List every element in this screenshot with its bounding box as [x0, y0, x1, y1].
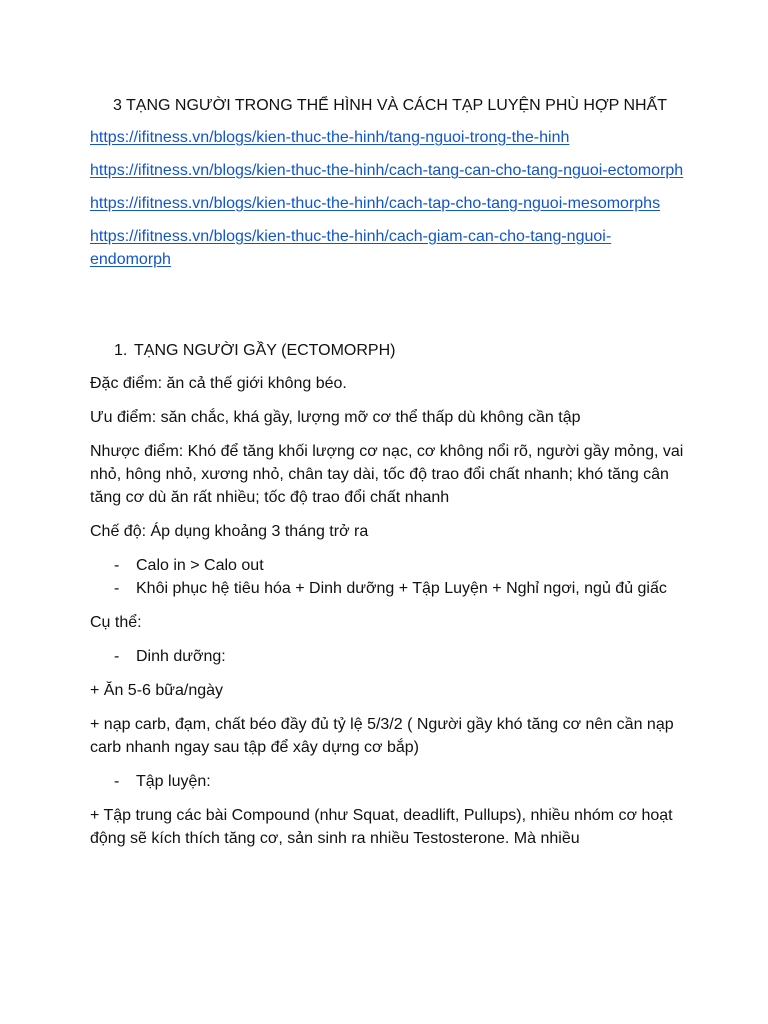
list-item [90, 645, 690, 668]
che-do-list [90, 554, 690, 600]
section-title: TẠNG NGƯỜI GẦY (ECTOMORPH) [134, 342, 396, 359]
list-item [90, 770, 690, 793]
paragraph-dac-diem: Đặc điểm: ăn cả thế giới không béo. [90, 375, 347, 392]
dash-marker: - [114, 648, 120, 665]
link-mesomorphs[interactable]: https://ifitness.vn/blogs/kien-thuc-the-hinh/cach-tap-cho-tang-nguoi-mesomorphs [90, 195, 661, 212]
dash-marker: - [114, 557, 120, 574]
paragraph-uu-diem: Ưu điểm: săn chắc, khá gầy, lượng mỡ cơ thể thấp dù không cần tập [90, 409, 581, 426]
paragraph-tap-luyen-1: + Tập trung các bài Compound (như Squat, deadlift, Pullups), nhiều nhóm cơ hoạt động sẽ kích thích tăng cơ, sản sinh ra nhiều Testosterone. Mà nhiều [90, 807, 673, 847]
document-title: 3 TẠNG NGƯỜI TRONG THỂ HÌNH VÀ CÁCH TẠP LUYỆN PHÙ HỢP NHẤT [112, 97, 668, 114]
dash-marker: - [114, 580, 120, 597]
spacer [90, 281, 690, 339]
list-item-text: Tập luyện: [136, 773, 211, 790]
list-item [90, 554, 690, 577]
link-endomorph[interactable]: https://ifitness.vn/blogs/kien-thuc-the-hinh/cach-giam-can-cho-tang-nguoi-endomorph [90, 228, 612, 268]
link-ectomorph[interactable]: https://ifitness.vn/blogs/kien-thuc-the-hinh/cach-tang-can-cho-tang-nguoi-ectomorph [90, 162, 684, 179]
section-heading [90, 339, 690, 362]
list-item [90, 577, 690, 600]
list-item-text: Calo in > Calo out [136, 557, 264, 574]
link-tang-nguoi[interactable]: https://ifitness.vn/blogs/kien-thuc-the-hinh/tang-nguoi-trong-the-hinh [90, 129, 570, 146]
paragraph-che-do: Chế độ: Áp dụng khoảng 3 tháng trở ra [90, 523, 369, 540]
list-item-text: Dinh dưỡng: [136, 648, 226, 665]
paragraph-nhuoc-diem: Nhược điểm: Khó để tăng khối lượng cơ nạc, cơ không nổi rõ, người gầy mỏng, vai nhỏ, hông nhỏ, xương nhỏ, chân tay dài, tốc độ trao đổi chất nhanh; khó tăng cân tăng cơ dù ăn rất nhiều; tốc độ trao đổi chất nhanh [90, 443, 684, 506]
list-item-text: Khôi phục hệ tiêu hóa + Dinh dưỡng + Tập Luyện + Nghỉ ngơi, ngủ đủ giấc [136, 580, 667, 597]
document-page [90, 94, 690, 861]
paragraph-dinh-duong-2: + nạp carb, đạm, chất béo đầy đủ tỷ lệ 5/3/2 ( Người gầy khó tăng cơ nên cần nạp carb nhanh ngay sau tập để xây dựng cơ bắp) [90, 716, 674, 756]
tap-luyen-list [90, 770, 690, 793]
section-number: 1. [114, 342, 128, 359]
dinh-duong-list [90, 645, 690, 668]
paragraph-dinh-duong-1: + Ăn 5-6 bữa/ngày [90, 682, 224, 699]
paragraph-cu-the: Cụ thể: [90, 614, 142, 631]
dash-marker: - [114, 773, 120, 790]
